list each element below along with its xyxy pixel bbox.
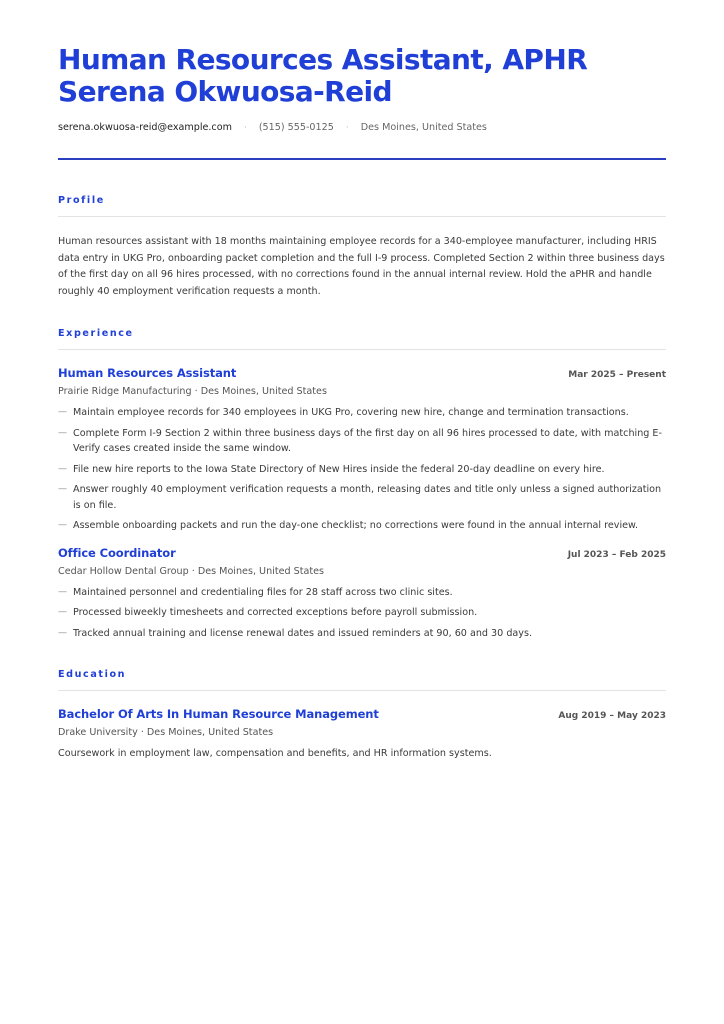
contact-phone[interactable]: (515) 555-0125 — [258, 122, 334, 133]
job-bullet: — Processed biweekly timesheets and corrected exceptions before payroll submission. — [58, 605, 666, 621]
job-bullet: — Assemble onboarding packets and run the day-one checklist; no corrections were found in the annual internal review. — [58, 518, 666, 534]
job-dates: Mar 2025 – Present — [568, 370, 666, 380]
section-divider — [58, 216, 666, 217]
contact-separator: · — [345, 122, 349, 133]
job-entry — [58, 366, 666, 534]
contact-location: Des Moines, United States — [360, 122, 487, 133]
section-divider — [58, 349, 666, 350]
job-bullet: — Maintain employee records for 340 employees in UKG Pro, covering new hire, change and termination transactions. — [58, 405, 666, 421]
job-company: Prairie Ridge Manufacturing · Des Moines, United States — [58, 386, 327, 397]
contact-separator: · — [243, 122, 247, 133]
contact-line — [58, 122, 666, 133]
school-name: Drake University · Des Moines, United States — [58, 727, 274, 738]
profile-section — [58, 195, 666, 300]
contact-email[interactable]: serena.okwuosa-reid@example.com — [58, 122, 232, 133]
job-bullets — [58, 585, 666, 642]
job-bullet: — Maintained personnel and credentialing files for 28 staff across two clinic sites. — [58, 585, 666, 601]
header-divider — [58, 158, 666, 160]
job-entry — [58, 546, 666, 642]
experience-section — [58, 328, 666, 641]
job-bullet: — File new hire reports to the Iowa State Directory of New Hires inside the federal 20-day deadline on every hire. — [58, 462, 666, 478]
job-company: Cedar Hollow Dental Group · Des Moines, United States — [58, 565, 325, 577]
resume-name-heading: Human Resources Assistant, APHR Serena Okwuosa-Reid — [58, 43, 588, 108]
job-bullet: — Complete Form I-9 Section 2 within three business days of the first day on all 96 hires processed to date, with matching E-Verify cases created inside the same window. — [58, 426, 666, 457]
job-title: Office Coordinator — [58, 545, 176, 560]
section-title-experience: Experience — [58, 328, 134, 339]
job-bullet: — Tracked annual training and license renewal dates and issued reminders at 90, 60 and 30 days. — [58, 626, 666, 642]
job-bullets — [58, 405, 666, 534]
job-bullet: — Answer roughly 40 employment verification requests a month, releasing dates and title only unless a signed authorization is on file. — [58, 482, 666, 513]
education-section — [58, 669, 666, 761]
education-entry — [58, 707, 666, 761]
section-divider — [58, 690, 666, 691]
education-dates: Aug 2019 – May 2023 — [558, 711, 666, 721]
profile-summary: Human resources assistant with 18 months maintaining employee records for a 340-employee manufacturer, including HRIS data entry in UKG Pro, onboarding packet completion and the full I-9 process. Completed Section 2 within three business days of the first day on all 96 hires processed, with no corrections found in the annual internal review. Hold the aPHR and handle roughly 40 employment verification requests a month. — [58, 236, 665, 297]
section-title-profile: Profile — [58, 195, 105, 206]
job-title: Human Resources Assistant — [58, 366, 237, 380]
degree-title: Bachelor Of Arts In Human Resource Management — [58, 707, 379, 721]
section-title-education: Education — [58, 669, 127, 680]
education-note: Coursework in employment law, compensation and benefits, and HR information systems. — [58, 748, 492, 759]
job-dates: Jul 2023 – Feb 2025 — [567, 549, 666, 560]
